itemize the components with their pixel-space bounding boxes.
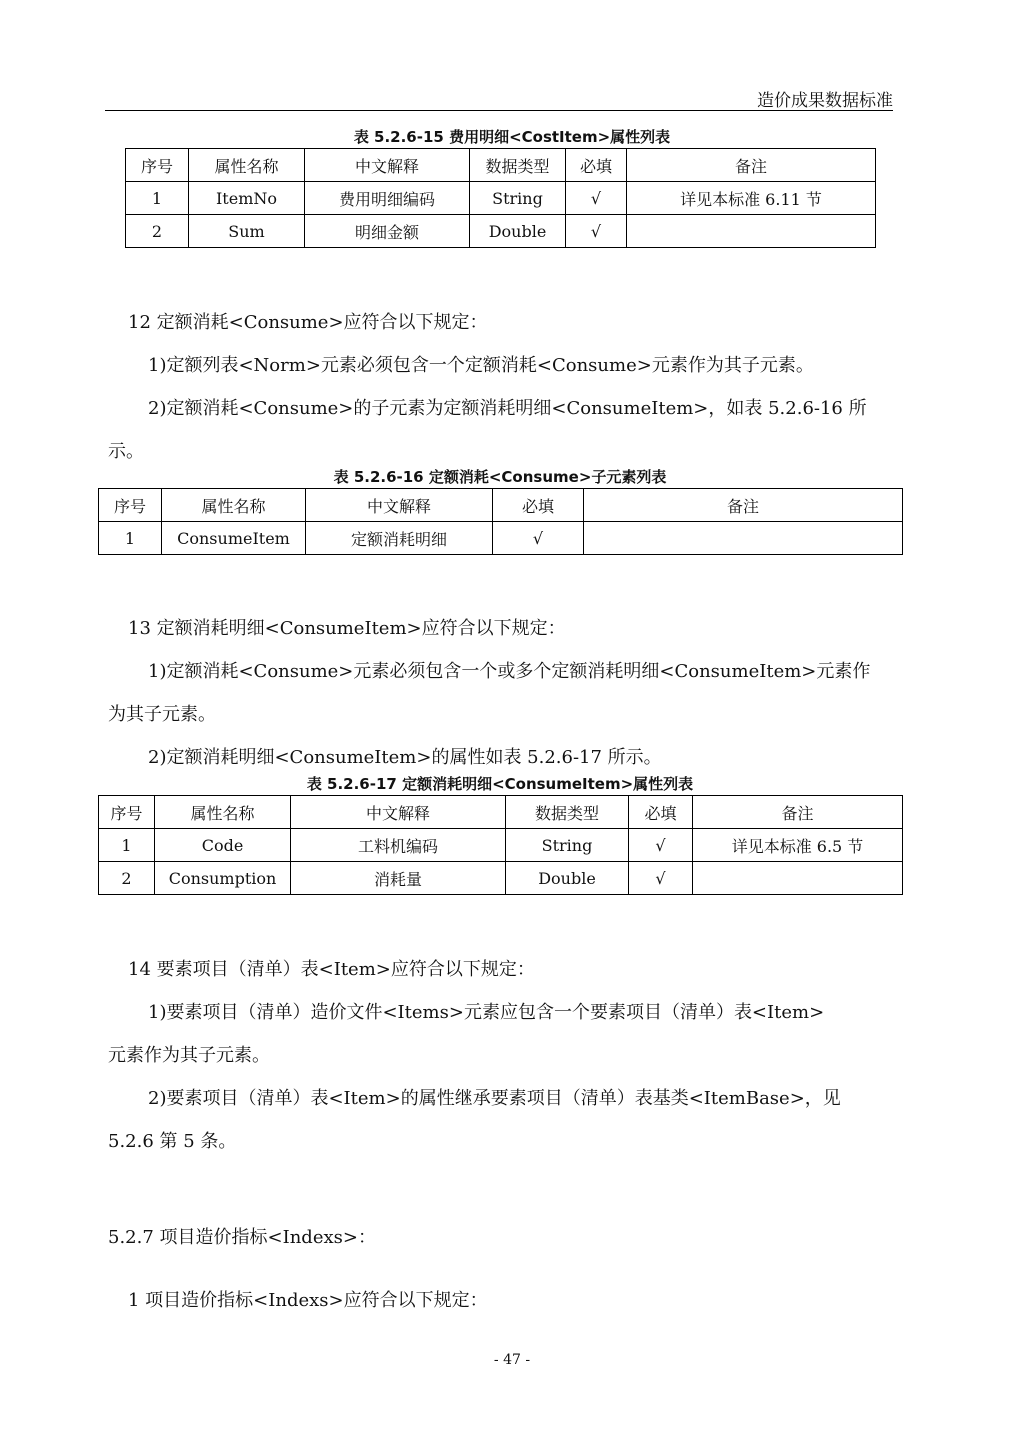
- table-cell: 消耗量: [291, 862, 506, 895]
- table-cell: Code: [155, 829, 291, 862]
- header-cell: 数据类型: [470, 149, 566, 182]
- table-cell: √: [493, 522, 584, 555]
- table-row: [99, 862, 903, 895]
- section-12-item-2-cont: 示。: [108, 441, 144, 462]
- table-cell: [584, 522, 903, 555]
- section-14-item-2: 2)要素项目（清单）表<Item>的属性继承要素项目（清单）表基类<ItemBase>，见: [148, 1088, 841, 1109]
- section-12-heading: 12 定额消耗<Consume>应符合以下规定：: [128, 312, 488, 333]
- page-header: [105, 84, 893, 111]
- table-cell: String: [506, 829, 629, 862]
- table-cell: √: [566, 215, 627, 248]
- table-cell: Double: [470, 215, 566, 248]
- section-12-item-2: 2)定额消耗<Consume>的子元素为定额消耗明细<ConsumeItem>，如表 5.2.6-16 所: [148, 398, 867, 419]
- header-cell: 必填: [493, 489, 584, 522]
- section-13-item-2: 2)定额消耗明细<ConsumeItem>的属性如表 5.2.6-17 所示。: [148, 747, 662, 768]
- section-14-item-2-cont: 5.2.6 第 5 条。: [108, 1131, 237, 1152]
- table-cell: Sum: [189, 215, 305, 248]
- table-cell: 2: [99, 862, 155, 895]
- section-14-item-1-cont: 元素作为其子元素。: [108, 1045, 270, 1066]
- header-cell: 中文解释: [306, 489, 493, 522]
- header-cell: 序号: [99, 796, 155, 829]
- header-cell: 属性名称: [189, 149, 305, 182]
- table-cell: ItemNo: [189, 182, 305, 215]
- section-13-heading: 13 定额消耗明细<ConsumeItem>应符合以下规定：: [128, 618, 566, 639]
- table-cell: 1: [126, 182, 189, 215]
- header-cell: 必填: [629, 796, 693, 829]
- header-cell: 属性名称: [162, 489, 306, 522]
- table-cell: 2: [126, 215, 189, 248]
- section-5-2-7-heading: 5.2.7 项目造价指标<Indexs>：: [108, 1227, 376, 1248]
- header-cell: 数据类型: [506, 796, 629, 829]
- section-13-item-1-cont: 为其子元素。: [108, 704, 216, 725]
- table-cell: Double: [506, 862, 629, 895]
- table-row: [126, 182, 876, 215]
- table-row: [99, 522, 903, 555]
- table-17-caption: 表 5.2.6-17 定额消耗明细<ConsumeItem>属性列表: [306, 775, 694, 793]
- table-cell: 详见本标准 6.5 节: [693, 829, 903, 862]
- table-cell: Consumption: [155, 862, 291, 895]
- header-cell: 必填: [566, 149, 627, 182]
- table-cell: 费用明细编码: [305, 182, 470, 215]
- table-cell: [627, 215, 876, 248]
- header-cell: 备注: [584, 489, 903, 522]
- header-title: 造价成果数据标准: [757, 91, 893, 111]
- header-cell: 序号: [126, 149, 189, 182]
- table-cell: [693, 862, 903, 895]
- header-cell: 属性名称: [155, 796, 291, 829]
- section-12-item-1: 1)定额列表<Norm>元素必须包含一个定额消耗<Consume>元素作为其子元素。: [148, 355, 814, 376]
- header-cell: 中文解释: [291, 796, 506, 829]
- table-header-row: [126, 149, 876, 182]
- page-number: - 47 -: [493, 1352, 531, 1368]
- table-15: [125, 148, 876, 248]
- table-cell: √: [629, 862, 693, 895]
- table-cell: 定额消耗明细: [306, 522, 493, 555]
- table-cell: 1: [99, 829, 155, 862]
- table-cell: √: [629, 829, 693, 862]
- table-16: [98, 488, 903, 555]
- section-5-2-7-item-1: 1 项目造价指标<Indexs>应符合以下规定：: [128, 1290, 488, 1311]
- header-cell: 序号: [99, 489, 162, 522]
- table-15-caption: 表 5.2.6-15 费用明细<CostItem>属性列表: [353, 128, 671, 146]
- table-16-caption: 表 5.2.6-16 定额消耗<Consume>子元素列表: [333, 468, 667, 486]
- header-cell: 备注: [627, 149, 876, 182]
- section-13-item-1: 1)定额消耗<Consume>元素必须包含一个或多个定额消耗明细<ConsumeItem>元素作: [148, 661, 871, 682]
- table-cell: 详见本标准 6.11 节: [627, 182, 876, 215]
- table-cell: 工料机编码: [291, 829, 506, 862]
- header-cell: 中文解释: [305, 149, 470, 182]
- section-14-heading: 14 要素项目（清单）表<Item>应符合以下规定：: [128, 959, 535, 980]
- header-cell: 备注: [693, 796, 903, 829]
- table-17: [98, 795, 903, 895]
- table-row: [126, 215, 876, 248]
- section-14-item-1: 1)要素项目（清单）造价文件<Items>元素应包含一个要素项目（清单）表<Item>: [148, 1002, 825, 1023]
- table-cell: String: [470, 182, 566, 215]
- table-header-row: [99, 489, 903, 522]
- table-cell: ConsumeItem: [162, 522, 306, 555]
- table-cell: √: [566, 182, 627, 215]
- table-row: [99, 829, 903, 862]
- table-header-row: [99, 796, 903, 829]
- table-cell: 1: [99, 522, 162, 555]
- table-cell: 明细金额: [305, 215, 470, 248]
